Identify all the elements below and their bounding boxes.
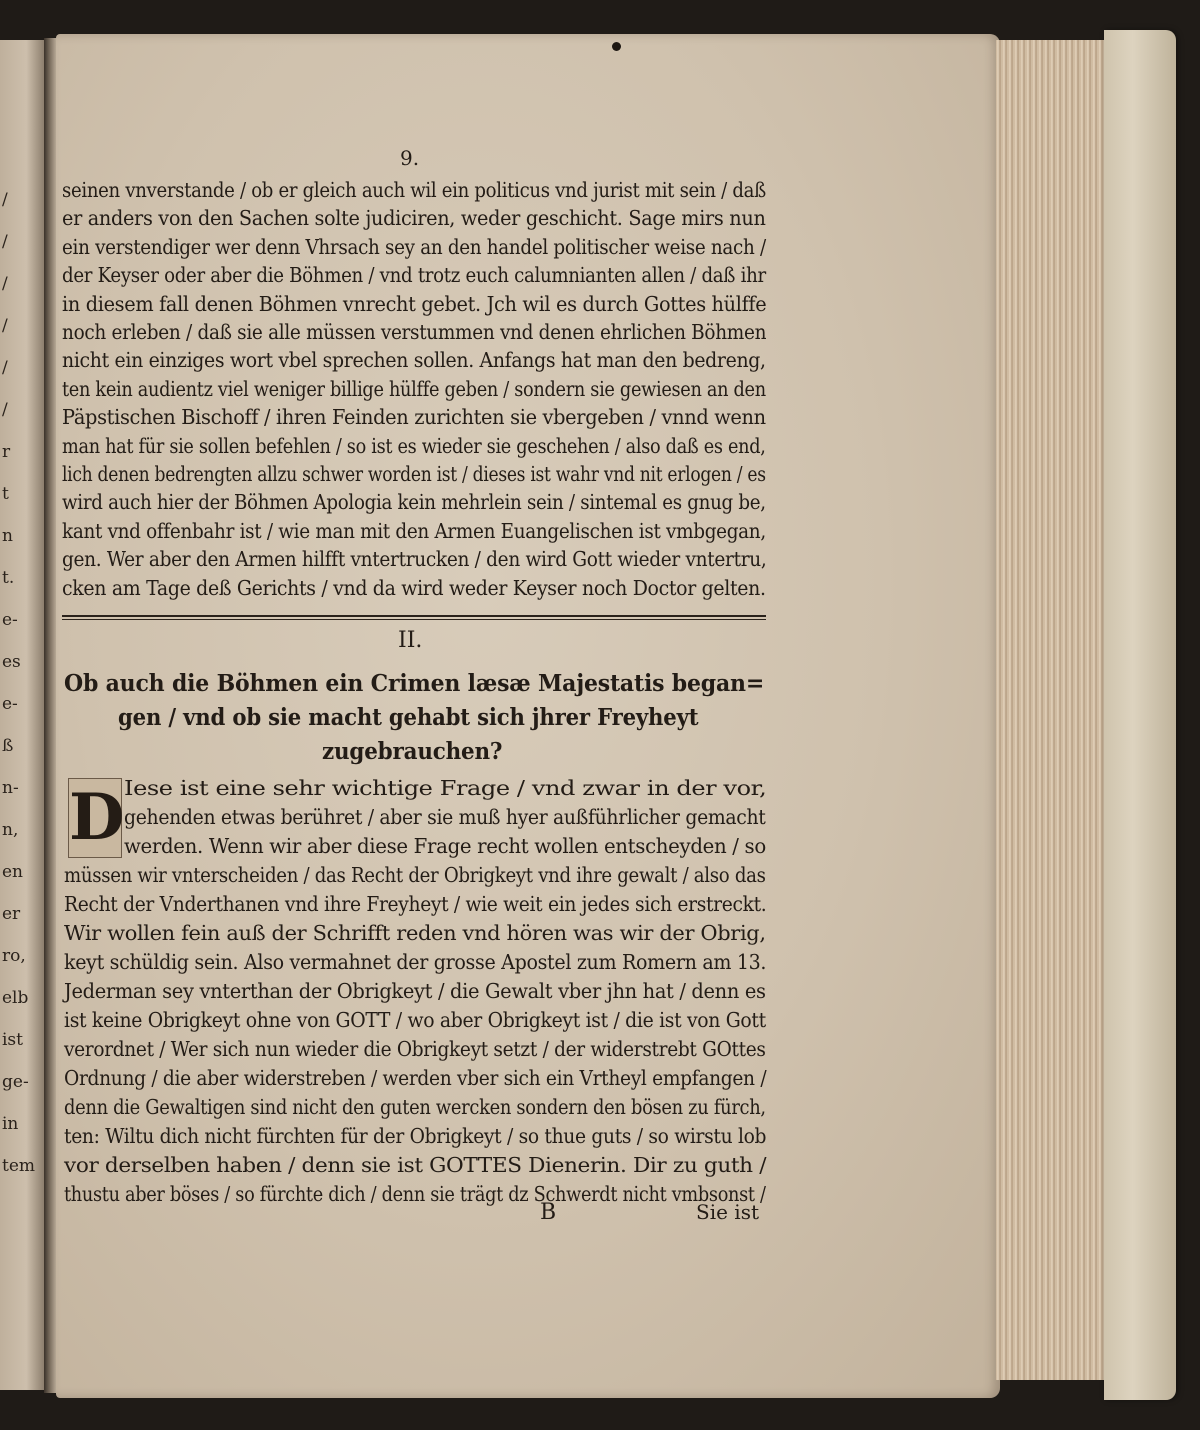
- text-line: denn die Gewaltigen sind nicht den guten wercken sondern den bösen zu fürch,: [64, 1095, 766, 1119]
- text-line: Iese ist eine sehr wichtige Frage / vnd zwar in der vor,: [124, 776, 767, 800]
- text-line: Päpstischen Bischoff / ihren Feinden zurichten sie vbergeben / vnnd wenn: [62, 405, 766, 430]
- margin-fragment: /: [2, 358, 8, 378]
- text-line: thustu aber böses / so fürchte dich / denn sie trägt dz Schwerdt nicht vmbsonst /: [64, 1182, 766, 1206]
- text-line: Wir wollen fein auß der Schrifft reden vnd hören was wir der Obrig,: [64, 921, 766, 945]
- margin-fragment: t.: [2, 568, 15, 588]
- text-line: Recht der Vnderthanen vnd ihre Freyheyt / wie weit ein jedes sich erstreckt.: [64, 892, 767, 916]
- text-line: seinen vnverstande / ob er gleich auch wil ein politicus vnd jurist mit sein / daß: [62, 178, 766, 202]
- text-line: ten kein audientz viel weniger billige hülffe geben / sondern sie gewiesen an den: [62, 376, 766, 401]
- text-line: der Keyser oder aber die Böhmen / vnd trotz euch calumnianten allen / daß ihr: [62, 263, 766, 288]
- text-line: müssen wir vnterscheiden / das Recht der Obrigkeyt vnd ihre gewalt / also das: [64, 863, 766, 887]
- margin-fragment: /: [2, 274, 8, 294]
- margin-fragment: n,: [2, 820, 19, 840]
- text-line: ten: Wiltu dich nicht fürchten für der Obrigkeyt / so thue guts / so wirstu lob: [64, 1124, 767, 1148]
- text-line: kant vnd offenbahr ist / wie man mit den Armen Euangelischen ist vmbgegan,: [62, 518, 766, 543]
- margin-fragment: /: [2, 400, 8, 420]
- section-rule: [62, 615, 766, 617]
- margin-fragment: elb: [2, 988, 29, 1008]
- margin-fragment: es: [2, 652, 21, 672]
- margin-fragment: ß: [2, 736, 14, 756]
- section-heading-line: Ob auch die Böhmen ein Crimen læsæ Majestatis began=: [64, 670, 765, 697]
- text-line: gen. Wer aber den Armen hilfft vntertrucken / den wird Gott wieder vntertru,: [62, 547, 767, 572]
- text-line: in diesem fall denen Böhmen vnrecht gebet. Jch wil es durch Gottes hülffe: [62, 291, 767, 316]
- margin-fragment: n-: [2, 778, 19, 798]
- text-line: gehenden etwas berühret / aber sie muß hyer außführlicher gemacht: [124, 805, 766, 829]
- section-heading-line: gen / vnd ob sie macht gehabt sich jhrer Freyheyt: [118, 704, 699, 731]
- text-line: Jederman sey vnterthan der Obrigkeyt / die Gewalt vber jhn hat / denn es: [64, 979, 766, 1003]
- margin-fragment: e-: [2, 610, 18, 630]
- margin-fragment: ge-: [2, 1072, 29, 1092]
- margin-fragment: n: [2, 526, 13, 546]
- text-line: cken am Tage deß Gerichts / vnd da wird weder Keyser noch Doctor gelten.: [62, 575, 766, 600]
- margin-fragment: in: [2, 1114, 19, 1134]
- text-line: werden. Wenn wir aber diese Frage recht wollen entscheyden / so: [124, 834, 766, 858]
- left-margin-fragments: [0, 40, 44, 1390]
- binding-mark: [612, 42, 621, 51]
- left-page-edge: [0, 40, 44, 1390]
- decorated-initial: D: [68, 778, 122, 858]
- margin-fragment: tem: [2, 1156, 36, 1176]
- margin-fragment: en: [2, 862, 24, 882]
- text-line: verordnet / Wer sich nun wieder die Obrigkeyt setzt / der widerstrebt GOttes: [64, 1037, 766, 1061]
- text-line: keyt schüldig sein. Also vermahnet der grosse Apostel zum Romern am 13.: [64, 950, 767, 974]
- section-rule-thin: [62, 619, 766, 620]
- margin-fragment: ist: [2, 1030, 23, 1050]
- margin-fragment: er: [2, 904, 21, 924]
- margin-fragment: ro,: [2, 946, 26, 966]
- book-gutter: [44, 38, 56, 1393]
- catchword: Sie ist: [696, 1200, 759, 1224]
- margin-fragment: /: [2, 316, 8, 336]
- text-line: er anders von den Sachen solte judiciren, weder geschicht. Sage mirs nun: [62, 206, 766, 231]
- text-line: noch erleben / daß sie alle müssen verstummen vnd denen ehrlichen Böhmen: [62, 320, 767, 344]
- signature-mark: B: [540, 1200, 557, 1225]
- margin-fragment: /: [2, 232, 8, 252]
- text-line: lich denen bedrengten allzu schwer worden ist / dieses ist wahr vnd nit erlogen / es: [62, 462, 766, 486]
- text-line: ist keine Obrigkeyt ohne von GOTT / wo aber Obrigkeyt ist / die ist von Gott: [64, 1008, 766, 1032]
- section-heading-line: zugebrauchen?: [322, 738, 503, 765]
- text-line: wird auch hier der Böhmen Apologia kein mehrlein sein / sintemal es gnug be,: [62, 490, 766, 515]
- page-edges: [996, 40, 1116, 1380]
- book-cover: [1104, 30, 1176, 1400]
- text-line: vor derselben haben / denn sie ist GOTTES Dienerin. Dir zu guth /: [64, 1153, 767, 1177]
- section-number: II.: [398, 628, 423, 653]
- text-line: man hat für sie sollen befehlen / so ist es wieder sie geschehen / also daß es end,: [62, 433, 766, 458]
- page-number: 9.: [400, 146, 420, 170]
- margin-fragment: t: [2, 484, 9, 504]
- margin-fragment: /: [2, 190, 8, 210]
- text-line: ein verstendiger wer denn Vhrsach sey an den handel politischer weise nach /: [62, 234, 766, 259]
- margin-fragment: r: [2, 442, 11, 462]
- text-line: Ordnung / die aber widerstreben / werden vber sich ein Vrtheyl empfangen /: [64, 1066, 767, 1090]
- margin-fragment: e-: [2, 694, 18, 714]
- text-line: nicht ein einziges wort vbel sprechen sollen. Anfangs hat man den bedreng,: [62, 348, 766, 373]
